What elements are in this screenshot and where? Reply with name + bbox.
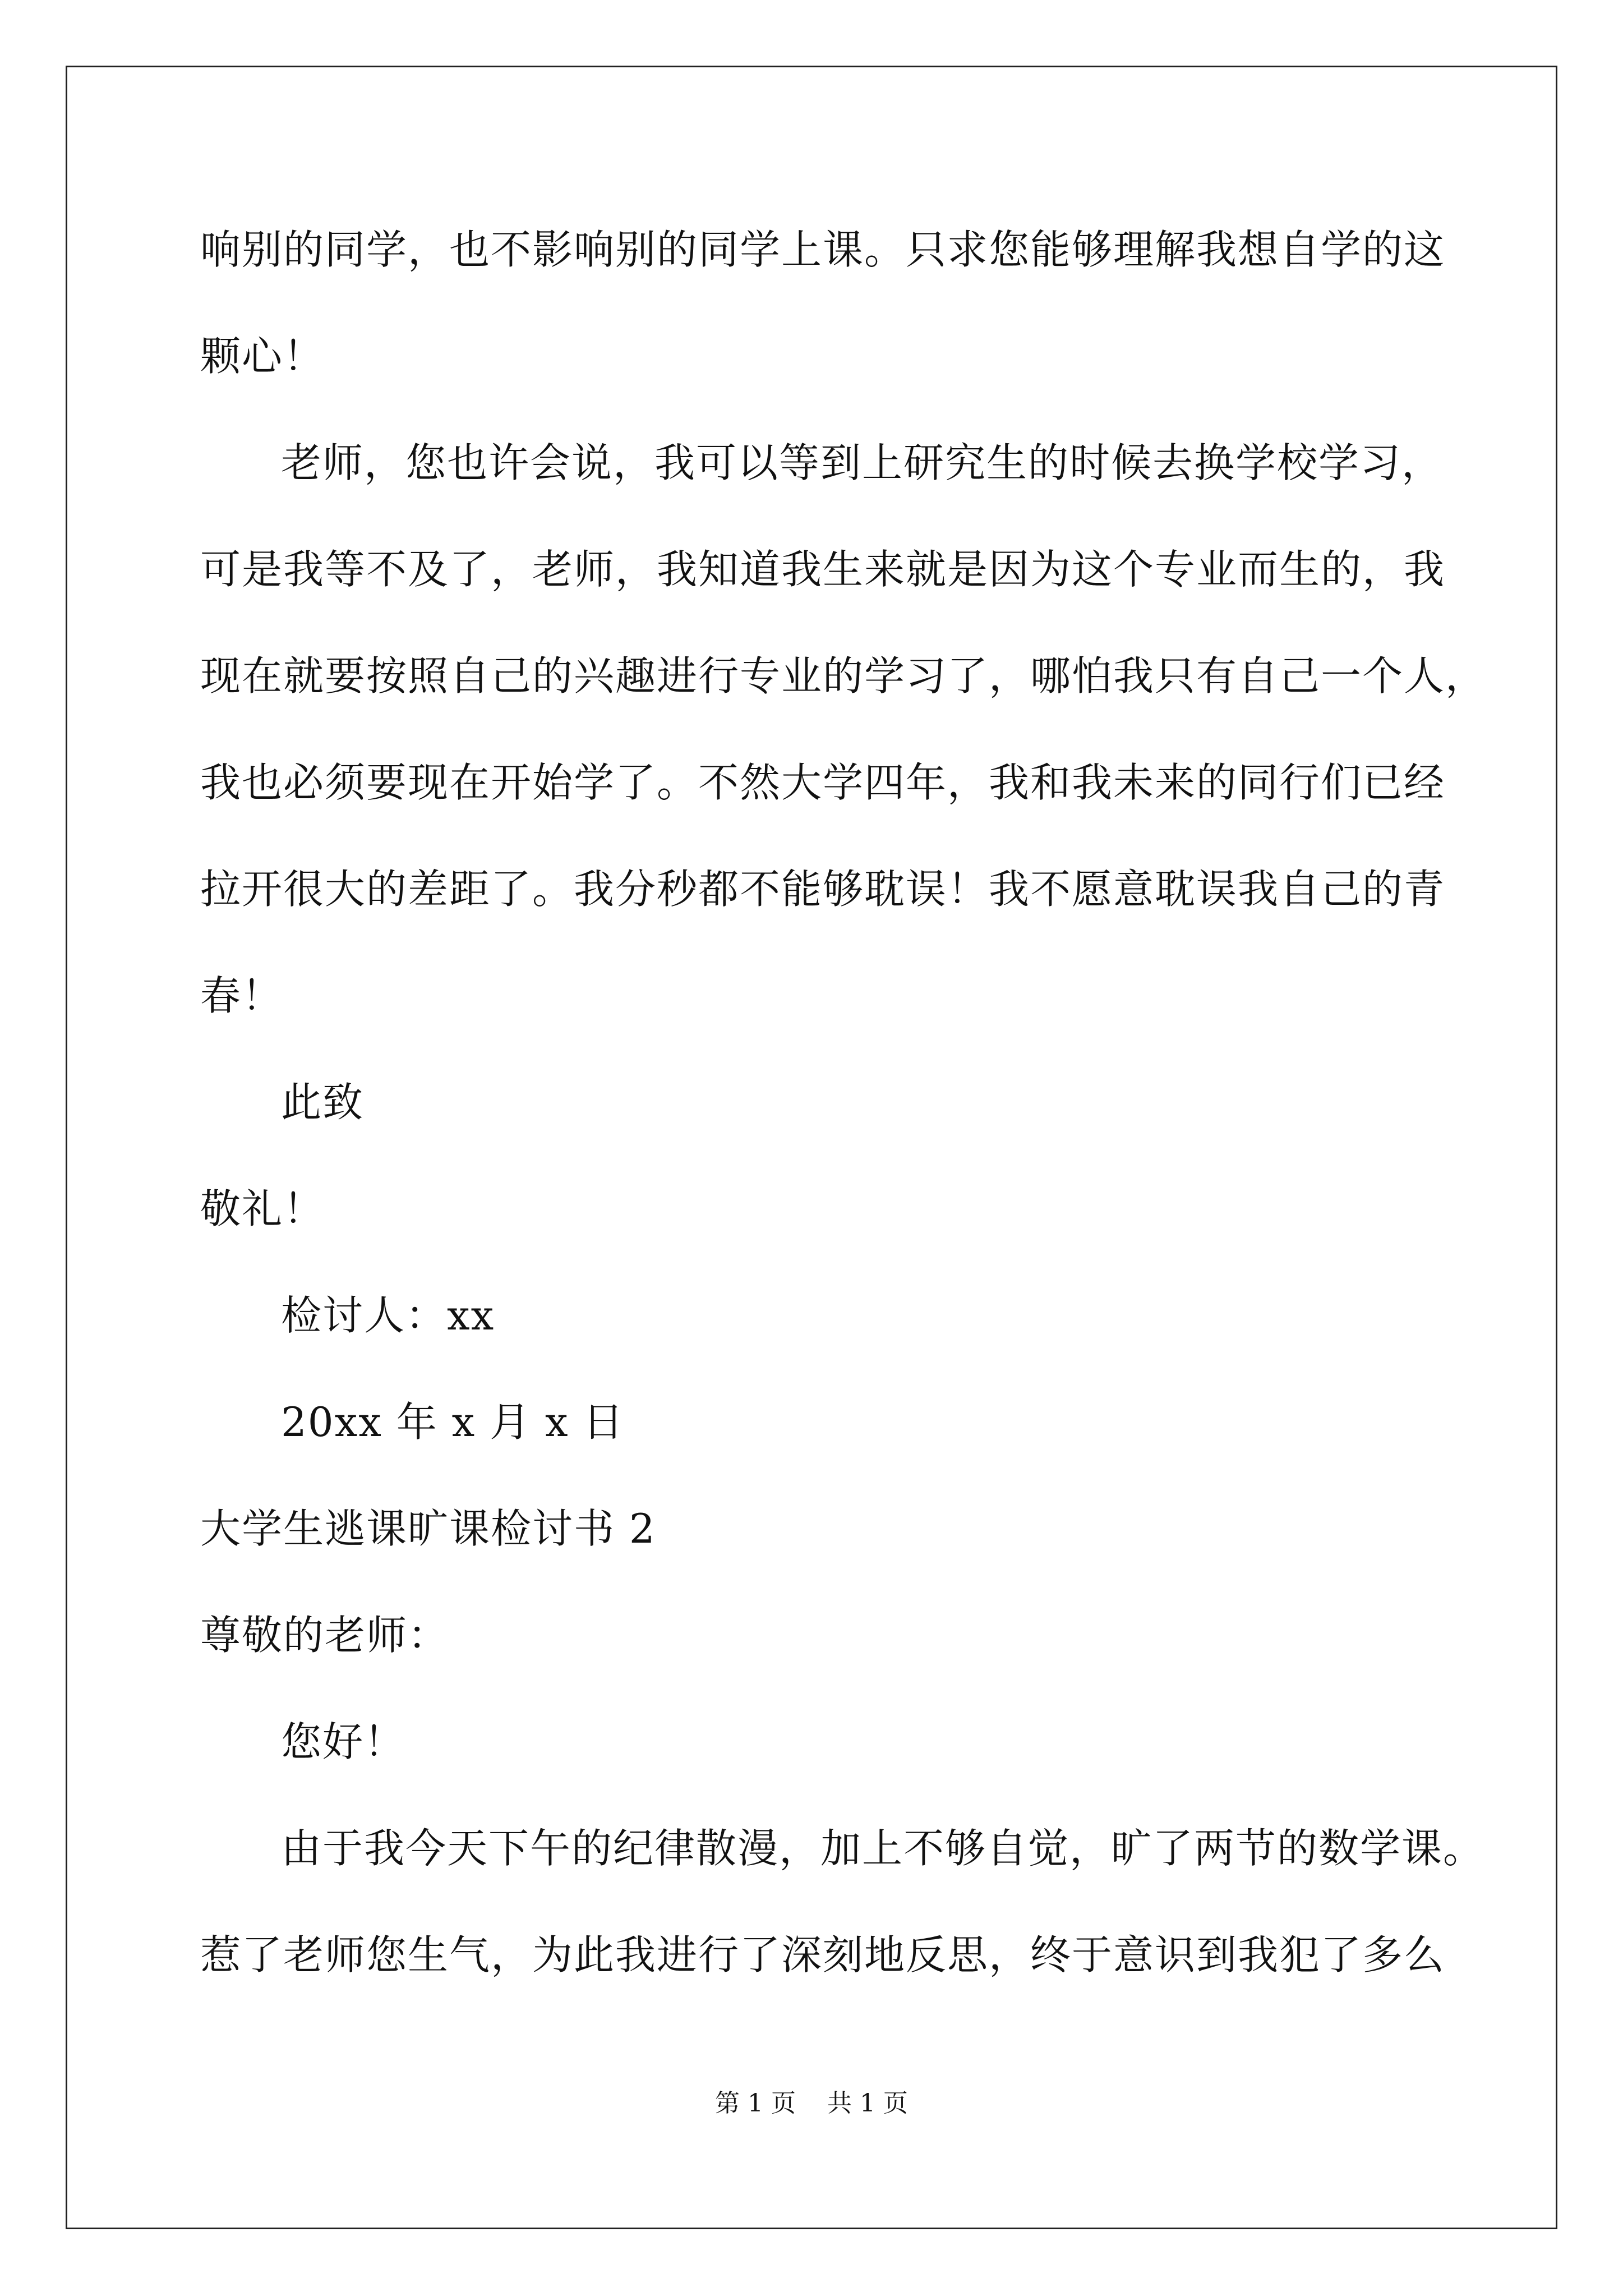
- body-line-8: 春！: [200, 972, 284, 1019]
- body-line-4: 可是我等不及了，老师，我知道我生来就是因为这个专业而生的，我: [200, 546, 1446, 593]
- body-line-6: 我也必须要现在开始学了。不然大学四年，我和我未来的同行们已经: [200, 759, 1446, 806]
- body-line-16: 由于我今天下午的纪律散漫，加上不够自觉，旷了两节的数学课。: [281, 1825, 1485, 1872]
- section-title: 大学生逃课旷课检讨书 2: [200, 1505, 656, 1552]
- page-footer: 第 1 页 共 1 页: [715, 2089, 908, 2118]
- body-line-7: 拉开很大的差距了。我分秒都不能够耽误！我不愿意耽误我自己的青: [200, 866, 1446, 913]
- greeting-line: 尊敬的老师：: [200, 1612, 450, 1659]
- closing-regards: 敬礼！: [200, 1185, 325, 1232]
- page-border: [66, 66, 1557, 2229]
- closing-salutation: 此致: [281, 1079, 365, 1126]
- body-line-2: 颗心！: [200, 333, 325, 380]
- signer-line: 检讨人：xx: [281, 1292, 495, 1339]
- body-line-1: 响别的同学，也不影响别的同学上课。只求您能够理解我想自学的这: [200, 226, 1446, 273]
- hello-line: 您好！: [281, 1718, 406, 1765]
- body-line-5: 现在就要按照自己的兴趣进行专业的学习了，哪怕我只有自己一个人，: [200, 652, 1487, 700]
- date-line: 20xx 年 x 月 x 日: [281, 1398, 625, 1446]
- body-line-3: 老师，您也许会说，我可以等到上研究生的时候去换学校学习，: [281, 439, 1444, 486]
- body-line-17: 惹了老师您生气，为此我进行了深刻地反思，终于意识到我犯了多么: [200, 1931, 1446, 1978]
